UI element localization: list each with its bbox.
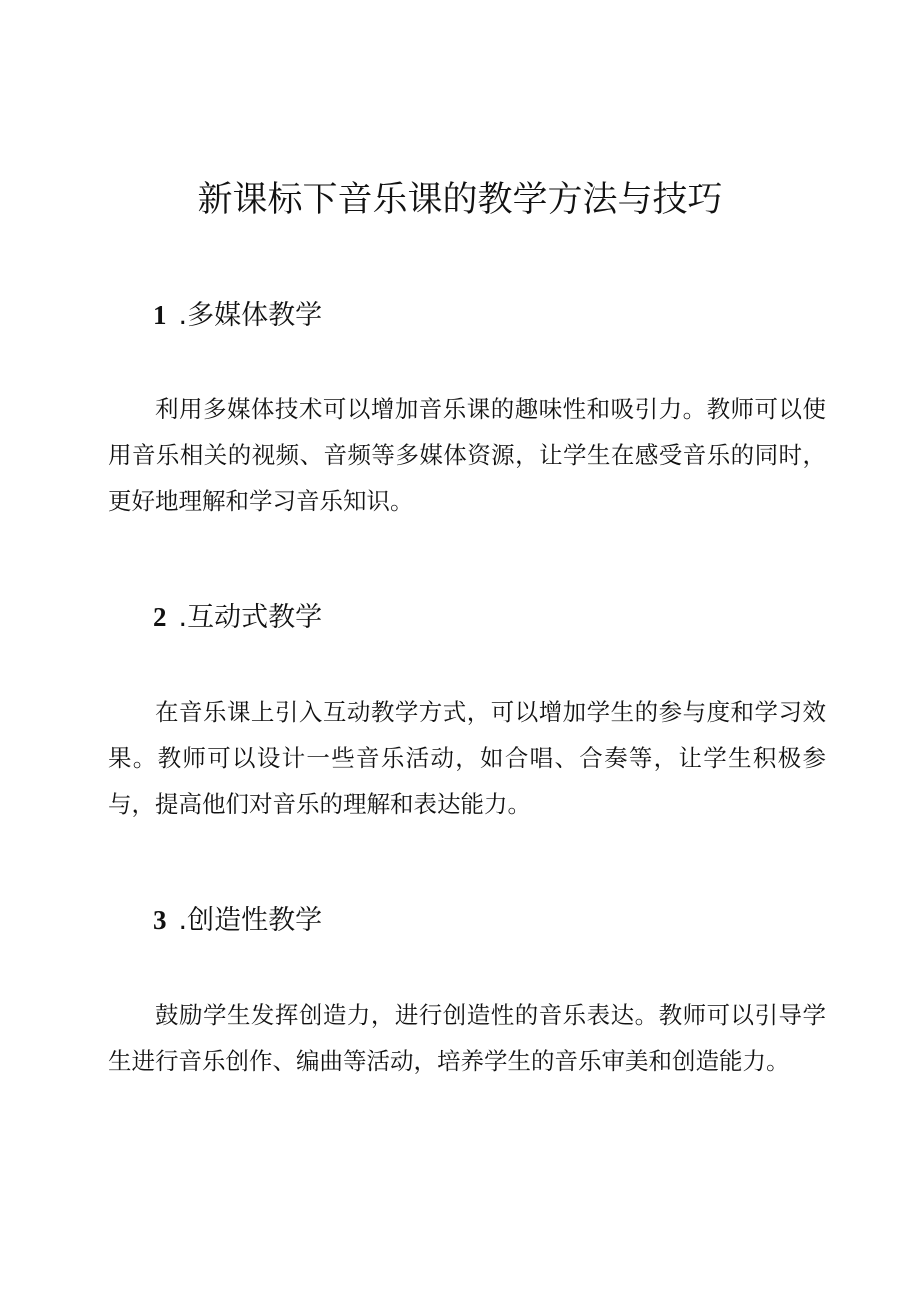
section-title-1: .多媒体教学	[178, 300, 323, 331]
section-body-2: 在音乐课上引入互动教学方式，可以增加学生的参与度和学习效果。教师可以设计一些音乐活动，如合唱、合奏等，让学生积极参与，提高他们对音乐的理解和表达能力。	[108, 698, 826, 818]
section-number-1: 1	[153, 300, 167, 330]
section-heading-3	[153, 901, 322, 940]
section-number-2: 2	[153, 602, 167, 632]
section-heading-2	[153, 598, 322, 637]
section-title-2: .互动式教学	[178, 602, 323, 633]
section-number-3: 3	[153, 905, 167, 935]
section-title-3: .创造性教学	[178, 905, 323, 936]
document-title: 新课标下音乐课的教学方法与技巧	[197, 180, 723, 220]
section-body-1: 利用多媒体技术可以增加音乐课的趣味性和吸引力。教师可以使用音乐相关的视频、音频等多媒体资源，让学生在感受音乐的同时，更好地理解和学习音乐知识。	[108, 395, 826, 515]
section-body-3: 鼓励学生发挥创造力，进行创造性的音乐表达。教师可以引导学生进行音乐创作、编曲等活动，培养学生的音乐审美和创造能力。	[108, 1001, 826, 1075]
section-heading-1	[153, 296, 322, 335]
